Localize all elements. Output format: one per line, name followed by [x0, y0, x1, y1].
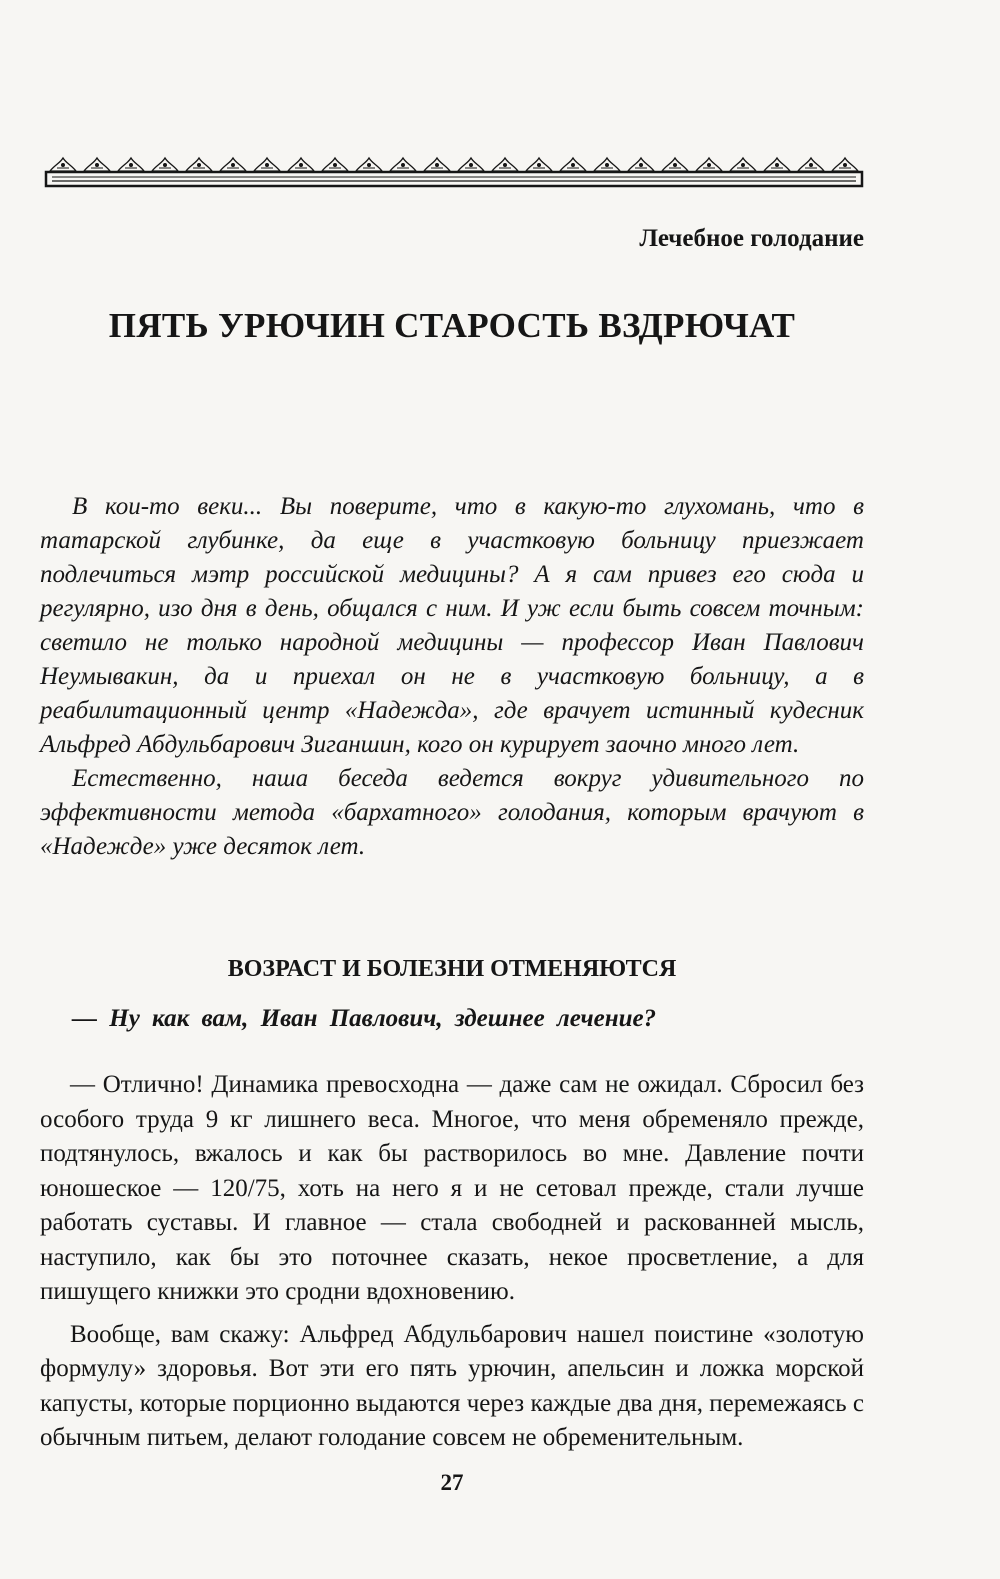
ornament-dot — [673, 163, 677, 167]
ornament-dot — [401, 163, 405, 167]
answer-paragraph: — Отлично! Динамика превосходна — даже сам не ожидал. Сбросил без особого труда 9 кг лишнего веса. Многое, что меня обременяло прежде, подтянулось, вжалось и как бы растворилось во мне. Давление почти юношеское — 120/75, хоть на него я и не сетовал прежде, стали лучше работать суставы. И главное — стала свободней и раскованней мысль, наступило, как бы это поточнее сказать, некое просветление, а для пишущего книжки это сродни вдохновению. — [40, 1071, 864, 1305]
ornament-dot — [843, 163, 847, 167]
intro-paragraph: Естественно, наша беседа ведется вокруг удивительного по эффективности метода «бархатного» голодания, которым врачуют в «Надежде» уже десяток лет. — [40, 765, 864, 860]
section-label: Лечебное голодание — [639, 225, 864, 252]
ornament-dot — [95, 163, 99, 167]
article-title: ПЯТЬ УРЮЧИН СТАРОСТЬ ВЗДРЮЧАТ — [108, 306, 796, 345]
ornament-dot — [265, 163, 269, 167]
section-subheading: ВОЗРАСТ И БОЛЕЗНИ ОТМЕНЯЮТСЯ — [227, 956, 677, 982]
ornament-dot — [61, 163, 65, 167]
ornament-dot — [605, 163, 609, 167]
ornament-dot — [367, 163, 371, 167]
ornament-dot — [503, 163, 507, 167]
intro-paragraph: В кои-то веки... Вы поверите, что в какую-то глухомань, что в татарской глубинке, да еще в участковую больницу приезжает подлечиться мэтр российской медицины? А я сам привез его сюда и регулярно, изо дня в день, общался с ним. И уж если быть совсем точным: светило не только народной медицины — профессор Иван Павлович Неумывакин, да и приехал он не в участковую больницу, а в реабилитационный центр «Надежда», где врачует истинный кудесник Альфред Абдульбарович Зиганшин, кого он курирует заочно много лет. — [40, 493, 864, 758]
ornament-dot — [435, 163, 439, 167]
ornament-dot — [775, 163, 779, 167]
ornament-dot — [197, 163, 201, 167]
article-intro — [40, 490, 864, 864]
page-number: 27 — [440, 1470, 464, 1495]
ornament-dot — [537, 163, 541, 167]
ornament-dot — [571, 163, 575, 167]
interview-question: — Ну как вам, Иван Павлович, здешнее лечение? — [72, 1005, 657, 1032]
ornament-dot — [129, 163, 133, 167]
ornament-dot — [707, 163, 711, 167]
ornament-dot — [299, 163, 303, 167]
ornament-dot — [469, 163, 473, 167]
ornament-dot — [741, 163, 745, 167]
interview-answer — [40, 1068, 864, 1456]
ornament-frame — [46, 172, 862, 186]
ornament-dot — [163, 163, 167, 167]
ornament-dot — [333, 163, 337, 167]
decorative-border-ornament — [44, 154, 864, 190]
answer-paragraph: Вообще, вам скажу: Альфред Абдульбарович нашел поистине «золотую формулу» здоровья. Вот эти его пять урючин, апельсин и ложка морской капусты, которые порционно выдаются через каждые два дня, перемежаясь с обычным питьем, делают голодание совсем не обременительным. — [40, 1320, 864, 1451]
ornament-dot — [231, 163, 235, 167]
ornament-dot — [809, 163, 813, 167]
ornament-dot — [639, 163, 643, 167]
